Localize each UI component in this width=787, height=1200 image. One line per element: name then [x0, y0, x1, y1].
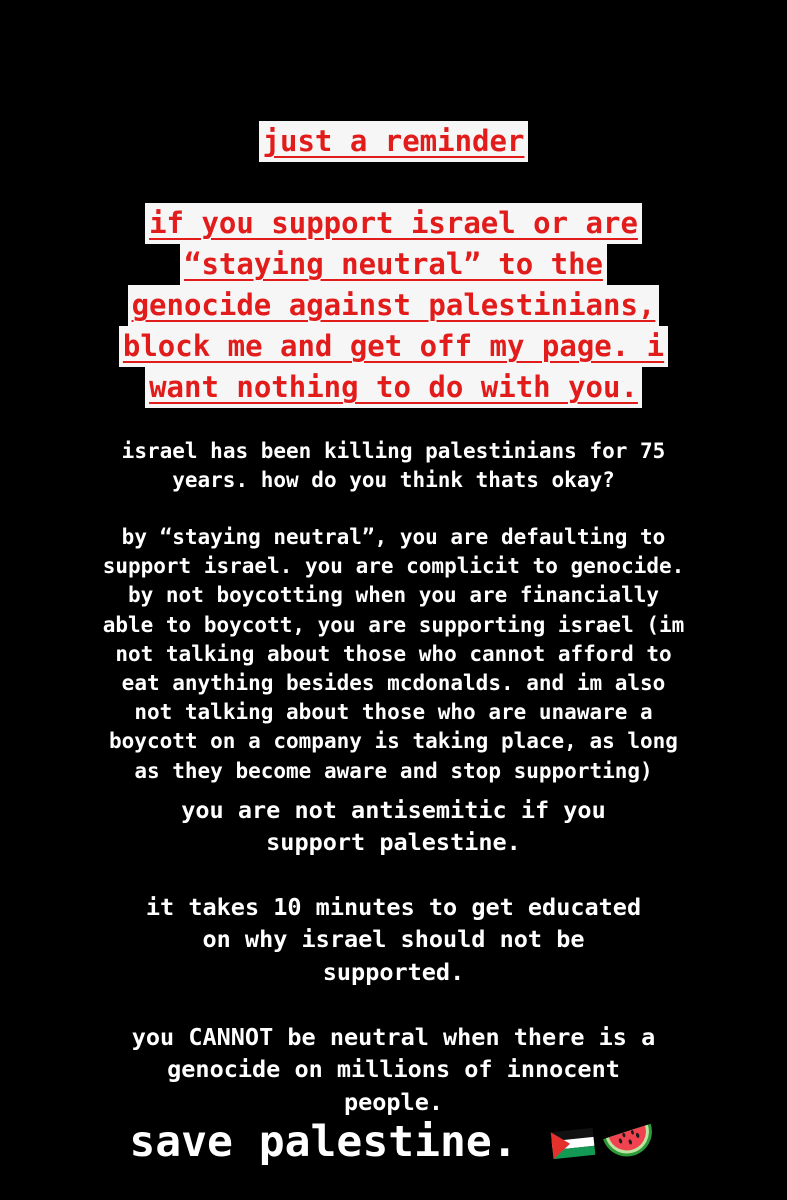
- text-line: boycott on a company is taking place, as long: [109, 729, 678, 754]
- text-line: eat anything besides mcdonalds. and im also: [121, 671, 666, 696]
- text-line: it takes 10 minutes to get educated: [145, 893, 642, 921]
- paragraph-educated: [0, 891, 787, 988]
- text-line: israel has been killing palestinians for 75: [121, 439, 666, 463]
- warning-line: “staying neutral” to the: [180, 244, 607, 285]
- warning-line: block me and get off my page. i: [119, 326, 668, 367]
- watermelon-icon: [602, 1118, 658, 1164]
- title-line: just a reminder: [259, 121, 529, 162]
- text-line: by “staying neutral”, you are defaulting to: [121, 525, 666, 549]
- text-line: on why israel should not be: [202, 925, 585, 954]
- text-line: years. how do you think thats okay?: [172, 468, 615, 493]
- text-line: not talking about those who are unaware a: [134, 700, 653, 725]
- warning-line: if you support israel or are: [145, 203, 642, 244]
- text-line: genocide on millions of innocent: [167, 1055, 620, 1084]
- warning-highlight-block: [0, 203, 787, 408]
- warning-line: want nothing to do with you.: [145, 367, 642, 408]
- paragraph-antisemitic: [0, 794, 787, 859]
- text-line: you CANNOT be neutral when there is a: [131, 1023, 656, 1051]
- text-line: by not boycotting when you are financially: [127, 583, 659, 608]
- paragraph-cannot-be-neutral: [0, 1021, 787, 1118]
- text-line: able to boycott, you are supporting israel (im: [102, 612, 685, 637]
- text-line: people.: [343, 1087, 444, 1116]
- title-highlight-block: [0, 121, 787, 162]
- text-line: support palestine.: [266, 828, 521, 857]
- paragraph-years: [0, 437, 787, 495]
- text-line: supported.: [322, 957, 465, 986]
- text-line: not talking about those who cannot afford to: [115, 641, 672, 666]
- palestine-flag-icon: [548, 1121, 598, 1161]
- closing-line: [0, 1114, 787, 1170]
- closing-text: save palestine.: [129, 1117, 518, 1167]
- text-line: you are not antisemitic if you: [181, 796, 606, 824]
- paragraph-neutral: [0, 523, 787, 786]
- text-line: support israel. you are complicit to genocide.: [102, 554, 685, 579]
- text-line: as they become aware and stop supporting): [134, 758, 653, 783]
- warning-line: genocide against palestinians,: [128, 285, 660, 326]
